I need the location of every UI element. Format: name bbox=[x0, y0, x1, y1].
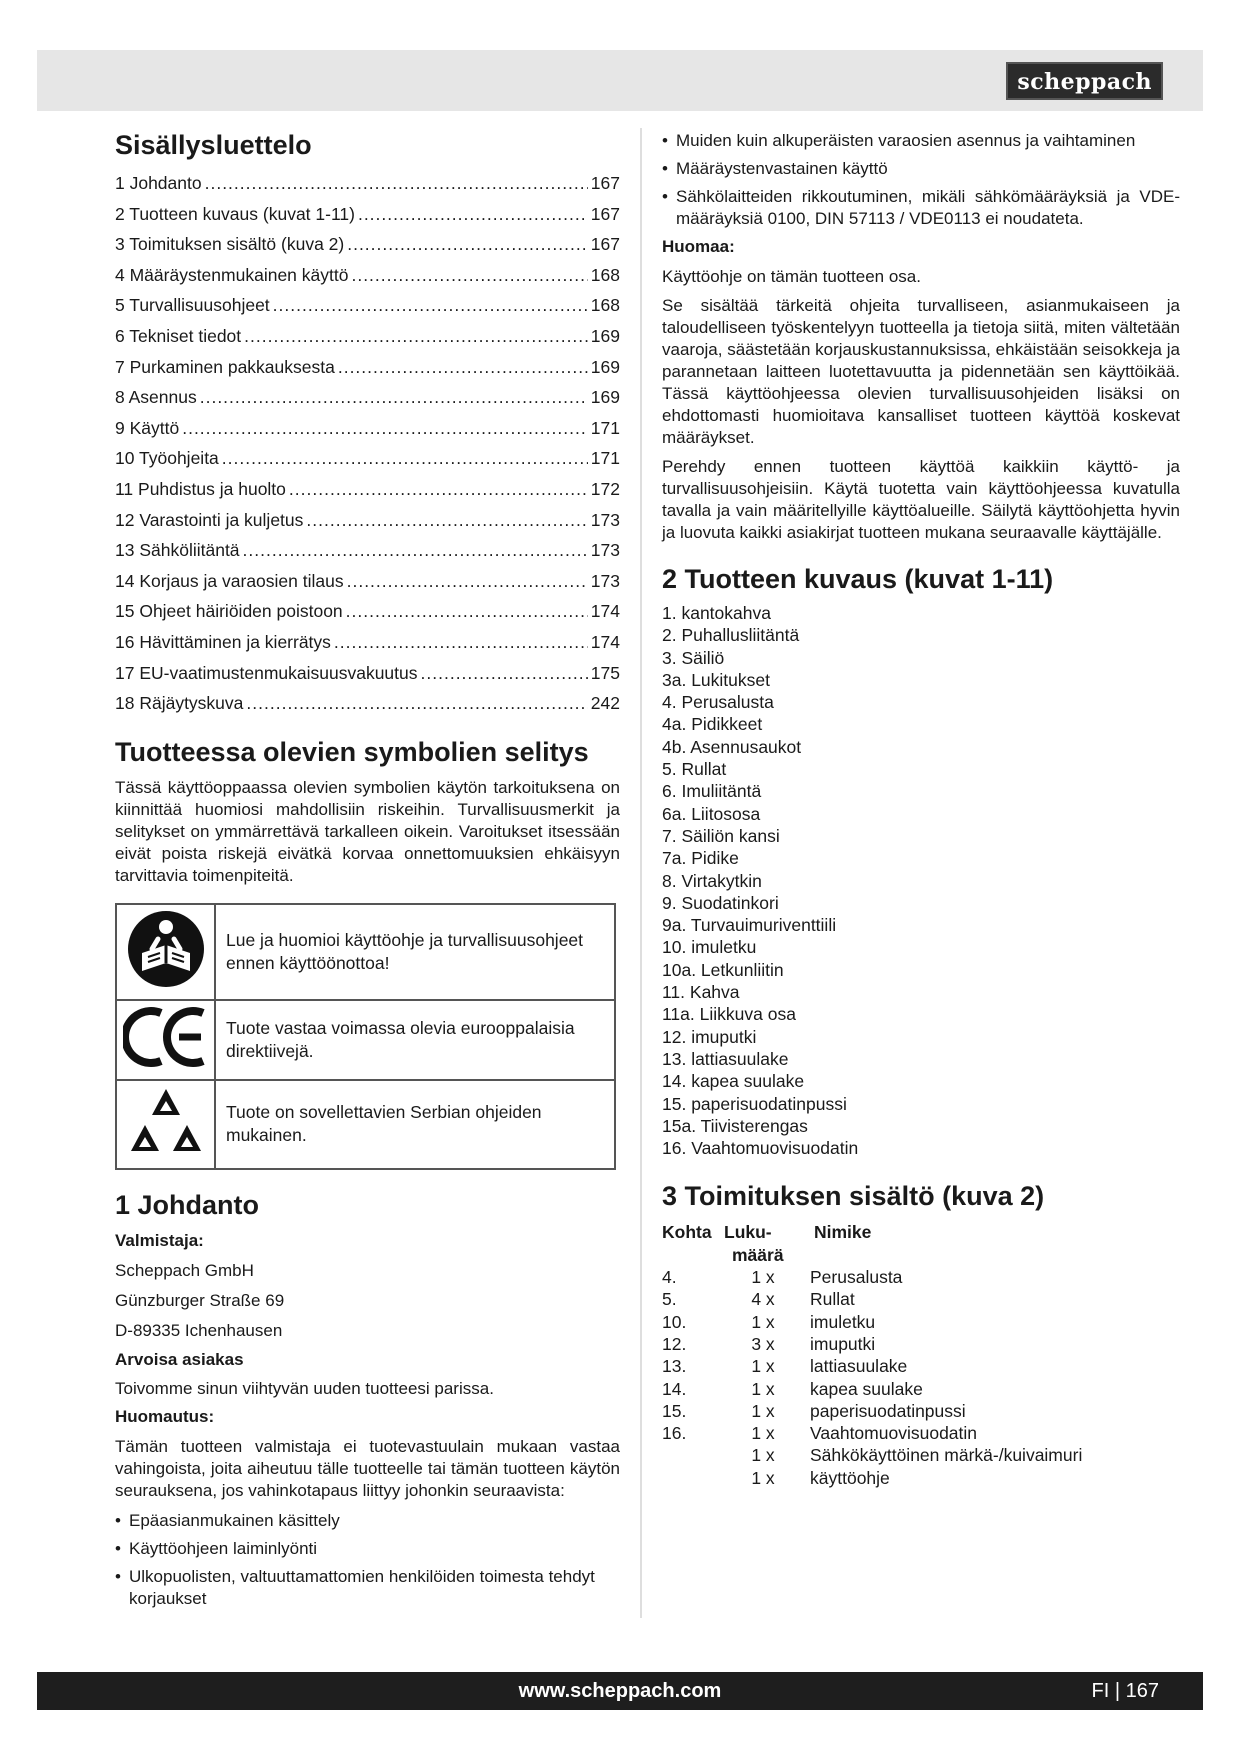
cell-qty: 1 x bbox=[751, 1445, 775, 1466]
toc-item[interactable] bbox=[115, 474, 620, 505]
product-description-title: 2 Tuotteen kuvaus (kuvat 1-11) bbox=[662, 564, 1054, 594]
cell-pos: 5. bbox=[662, 1289, 677, 1310]
footer-bar bbox=[37, 1672, 1203, 1710]
huomaa-label: Huomaa: bbox=[662, 237, 735, 256]
toc-item-page: 169 bbox=[590, 387, 620, 408]
list-item: 16. Vaahtomuovisuodatin bbox=[662, 1138, 859, 1159]
list-item: • Sähkölaitteiden rikkoutuminen, mikäli sähkömääräyksiä ja VDE-määräyksiä 0100, DIN 57113 / VDE0113 ei noudateta. bbox=[662, 187, 1180, 228]
toc-leader-dots bbox=[347, 229, 588, 260]
cell-name: imuputki bbox=[810, 1333, 876, 1354]
toc-item-label: 16 Hävittäminen ja kierrätys bbox=[115, 631, 331, 652]
list-item: 5. Rullat bbox=[662, 759, 727, 780]
toc-item-label: 14 Korjaus ja varaosien tilaus bbox=[115, 570, 344, 591]
cell-pos: 12. bbox=[662, 1333, 687, 1354]
table-row bbox=[662, 1355, 1180, 1377]
toc-leader-dots bbox=[358, 199, 588, 230]
address-line: Günzburger Straße 69 bbox=[115, 1290, 285, 1310]
toc-leader-dots bbox=[346, 596, 588, 627]
cell-qty: 3 x bbox=[751, 1333, 775, 1354]
toc-item-page: 173 bbox=[590, 570, 620, 591]
symbols-intro: Tässä käyttöoppaassa olevien symbolien käytön tarkoituksena on kiinnittää huomiosi mahdollisiin riskeihin. Turvallisuusmerkit ja selitykset on ymmärrettävä tarkalleen oikein. Varoitukset itsessään eivät poista riskejä eivätkä korvaa onnettomuuksien ehkäisyyn tarvittavia toimenpiteitä. bbox=[115, 777, 620, 885]
toc-leader-dots bbox=[222, 443, 588, 474]
right-column bbox=[662, 128, 1180, 1489]
toc-item[interactable] bbox=[115, 535, 620, 566]
list-item: 7a. Pidike bbox=[662, 848, 739, 869]
table-row bbox=[662, 1266, 1180, 1288]
huomaa-text: Perehdy ennen tuotteen käyttöä kaikkiin käyttö- ja turvallisuusohjeisiin. Käytä tuotetta vain käyttöohjeessa kuvatulla tavalla ja vain määritellyille käyttöalueille. Säilytä käyttöohjetta hyvin ja luovuta kaikki asiakirjat tuotteen mukana seuraavalle käyttäjälle. bbox=[662, 457, 1180, 542]
list-item: 4a. Pidikkeet bbox=[662, 714, 763, 735]
table-row bbox=[662, 1333, 1180, 1355]
header-qty bbox=[724, 1221, 802, 1266]
cell-qty: 1 x bbox=[751, 1311, 775, 1332]
list-item: 6. Imuliitäntä bbox=[662, 781, 762, 802]
toc-item-page: 169 bbox=[590, 325, 620, 346]
table-row bbox=[662, 1444, 1180, 1466]
list-item: 11. Kahva bbox=[662, 982, 740, 1003]
list-item: 7. Säiliön kansi bbox=[662, 825, 780, 846]
toc-item-label: 2 Tuotteen kuvaus (kuvat 1-11) bbox=[115, 203, 355, 224]
toc-item-page: 171 bbox=[590, 448, 620, 469]
toc-leader-dots bbox=[421, 658, 588, 689]
cell-pos: 13. bbox=[662, 1356, 687, 1377]
bullet-text: Muiden kuin alkuperäisten varaosien asennus ja vaihtaminen bbox=[676, 131, 1136, 150]
cell-pos: 14. bbox=[662, 1378, 687, 1399]
header-qty-line1: Luku- bbox=[724, 1222, 772, 1243]
toc-item-label: 5 Turvallisuusohjeet bbox=[115, 295, 270, 316]
toc-leader-dots bbox=[244, 321, 588, 352]
toc-item-label: 7 Purkaminen pakkauksesta bbox=[115, 356, 335, 377]
cell-name: paperisuodatinpussi bbox=[810, 1400, 966, 1421]
toc-item[interactable] bbox=[115, 199, 620, 230]
symbol-icon-cell bbox=[116, 1080, 215, 1169]
bullet-text: Määräystenvastainen käyttö bbox=[676, 159, 888, 178]
address-line: D-89335 Ichenhausen bbox=[115, 1320, 283, 1340]
huomaa-text: Se sisältää tärkeitä ohjeita turvalliseen, asianmukaiseen ja taloudelliseen työskentelyyn tuotteella ja tietoja siitä, miten vältetään vaaroja, säästetään korjauskustannuksissa, ehkäistään seisokkeja ja parannetaan laitteen luotettavuutta ja pidennetään sen käyttöikää. Tässä käyttöohjeessa olevien turvallisuusohjeiden lisäksi on ehdottomasti huomioitava kansalliset tuotteen käyttöä koskevat määräykset. bbox=[662, 296, 1180, 447]
cell-name: käyttöohje bbox=[810, 1467, 890, 1488]
cell-name: Sähkökäyttöinen märkä-/kuivaimuri bbox=[810, 1445, 1083, 1466]
list-item: • Muiden kuin alkuperäisten varaosien asennus ja vaihtaminen bbox=[662, 131, 1136, 150]
toc-item-label: 12 Varastointi ja kuljetus bbox=[115, 509, 304, 530]
toc-item-label: 13 Sähköliitäntä bbox=[115, 540, 240, 561]
dear-customer-text: Toivomme sinun viihtyvän uuden tuotteesi parissa. bbox=[115, 1378, 494, 1398]
toc-item-page: 173 bbox=[590, 540, 620, 561]
toc-leader-dots bbox=[205, 168, 588, 199]
toc-item[interactable] bbox=[115, 229, 620, 260]
toc-item-page: 167 bbox=[590, 173, 620, 193]
toc-item-page: 171 bbox=[590, 417, 620, 438]
cell-pos bbox=[662, 1467, 724, 1489]
toc-leader-dots bbox=[289, 474, 588, 505]
toc-item-label: 10 Työohjeita bbox=[115, 448, 219, 469]
toc-item[interactable] bbox=[115, 688, 620, 719]
list-item: • Epäasianmukainen käsittely bbox=[115, 1510, 340, 1530]
cell-qty: 1 x bbox=[751, 1400, 775, 1421]
list-item: 11a. Liikkuva osa bbox=[662, 1004, 796, 1025]
serbian-conformity-icon bbox=[125, 1085, 207, 1157]
delivery-header bbox=[662, 1221, 1180, 1266]
list-item: 3. Säiliö bbox=[662, 647, 725, 668]
toc-item-page: 172 bbox=[590, 478, 620, 499]
toc-item-page: 167 bbox=[590, 234, 620, 255]
cell-qty: 1 x bbox=[751, 1378, 775, 1399]
toc-list bbox=[115, 168, 620, 719]
read-manual-icon bbox=[126, 909, 206, 989]
cell-qty: 4 x bbox=[751, 1289, 775, 1310]
list-item: 10a. Letkunliitin bbox=[662, 959, 784, 980]
list-item: 15. paperisuodatinpussi bbox=[662, 1093, 847, 1114]
toc-item[interactable] bbox=[115, 596, 620, 627]
list-item: 14. kapea suulake bbox=[662, 1071, 805, 1092]
delivery-table bbox=[662, 1221, 1180, 1489]
cell-name: Perusalusta bbox=[810, 1267, 903, 1288]
dear-customer-label: Arvoisa asiakas bbox=[115, 1349, 244, 1369]
list-item: 4. Perusalusta bbox=[662, 692, 774, 713]
table-row bbox=[662, 1422, 1180, 1444]
product-part-list bbox=[662, 602, 1180, 1159]
intro-title: 1 Johdanto bbox=[115, 1189, 260, 1220]
column-divider bbox=[640, 128, 642, 1618]
list-item: • Käyttöohjeen laiminlyönti bbox=[115, 1538, 318, 1558]
table-row bbox=[662, 1400, 1180, 1422]
header-name: Nimike bbox=[814, 1222, 872, 1243]
brand-logo: scheppach bbox=[1006, 62, 1163, 100]
list-item: 4b. Asennusaukot bbox=[662, 736, 802, 757]
toc-leader-dots bbox=[243, 535, 588, 566]
toc-item-label: 11 Puhdistus ja huolto bbox=[115, 478, 286, 499]
manufacturer-label: Valmistaja: bbox=[115, 1230, 204, 1250]
note-label: Huomautus: bbox=[115, 1406, 215, 1426]
delivery-title: 3 Toimituksen sisältö (kuva 2) bbox=[662, 1181, 1045, 1212]
delivery-rows bbox=[662, 1266, 1180, 1489]
toc-item-label: 8 Asennus bbox=[115, 387, 197, 408]
toc-item-label: 3 Toimituksen sisältö (kuva 2) bbox=[115, 234, 345, 255]
cell-qty: 1 x bbox=[751, 1423, 775, 1444]
symbols-table bbox=[115, 903, 616, 1170]
list-item: • Ulkopuolisten, valtuuttamattomien henkilöiden toimesta tehdyt korjaukset bbox=[115, 1566, 620, 1610]
symbol-text: Tuote on sovellettavien Serbian ohjeiden mukainen. bbox=[215, 1080, 615, 1169]
toc-leader-dots bbox=[334, 627, 588, 658]
address-line: Scheppach GmbH bbox=[115, 1260, 254, 1280]
list-item: 10. imuletku bbox=[662, 937, 757, 958]
list-item: • Määräystenvastainen käyttö bbox=[662, 159, 888, 178]
toc-item[interactable] bbox=[115, 168, 620, 199]
toc-leader-dots bbox=[246, 688, 587, 719]
bullet-text: Epäasianmukainen käsittely bbox=[129, 1510, 340, 1530]
toc-item[interactable] bbox=[115, 290, 620, 321]
toc-item[interactable] bbox=[115, 352, 620, 383]
toc-item-label: 15 Ohjeet häiriöiden poistoon bbox=[115, 601, 343, 622]
cell-name: kapea suulake bbox=[810, 1378, 923, 1399]
list-item: 9a. Turvauimuriventtiili bbox=[662, 915, 837, 936]
cell-pos: 4. bbox=[662, 1267, 677, 1288]
toc-leader-dots bbox=[200, 382, 588, 413]
toc-item[interactable] bbox=[115, 413, 620, 444]
list-item: 8. Virtakytkin bbox=[662, 870, 762, 891]
toc-item-label: 18 Räjäytyskuva bbox=[115, 693, 244, 714]
list-item: 3a. Lukitukset bbox=[662, 669, 770, 690]
list-item: 2. Puhallusliitäntä bbox=[662, 625, 800, 646]
toc-leader-dots bbox=[306, 505, 587, 536]
left-column bbox=[115, 128, 620, 1610]
toc-item-page: 168 bbox=[590, 264, 620, 285]
toc-title: Sisällysluettelo bbox=[115, 130, 312, 160]
list-item: 12. imuputki bbox=[662, 1026, 757, 1047]
toc-leader-dots bbox=[347, 566, 588, 597]
toc-item-label: 6 Tekniset tiedot bbox=[115, 325, 242, 346]
toc-item-label: 17 EU-vaatimustenmukaisuusvakuutus bbox=[115, 662, 418, 683]
toc-item[interactable] bbox=[115, 566, 620, 597]
toc-item[interactable] bbox=[115, 627, 620, 658]
toc-item-label: 9 Käyttö bbox=[115, 417, 180, 438]
cell-name: lattiasuulake bbox=[810, 1356, 908, 1377]
table-row bbox=[662, 1311, 1180, 1333]
cell-name: Rullat bbox=[810, 1289, 855, 1310]
header-bar bbox=[37, 50, 1203, 111]
note-text: Tämän tuotteen valmistaja ei tuotevastuulain mukaan vastaa vahingoista, joita aiheutuu tälle tuotteelle tai tämän tuotteen käytön seurauksena, jos vahinkotapaus liittyy johonkin seuraavista: bbox=[115, 1436, 620, 1500]
toc-leader-dots bbox=[351, 260, 587, 291]
list-item: 9. Suodatinkori bbox=[662, 892, 779, 913]
toc-item[interactable] bbox=[115, 321, 620, 352]
header-pos: Kohta bbox=[662, 1222, 712, 1243]
symbols-title: Tuotteessa olevien symbolien selitys bbox=[115, 736, 589, 767]
toc-item[interactable] bbox=[115, 505, 620, 536]
toc-item-page: 167 bbox=[590, 203, 620, 224]
cell-qty: 1 x bbox=[751, 1356, 775, 1377]
toc-item-page: 168 bbox=[590, 295, 620, 316]
symbol-icon-cell bbox=[116, 904, 215, 1000]
toc-leader-dots bbox=[182, 413, 588, 444]
toc-item-page: 242 bbox=[590, 693, 620, 714]
cell-pos: 16. bbox=[662, 1423, 687, 1444]
toc-item-page: 174 bbox=[590, 601, 620, 622]
cell-pos: 15. bbox=[662, 1400, 687, 1421]
toc-item-label: 4 Määräystenmukainen käyttö bbox=[115, 264, 349, 285]
cell-pos: 10. bbox=[662, 1311, 687, 1332]
toc-item-label: 1 Johdanto bbox=[115, 173, 202, 193]
table-row bbox=[662, 1467, 1180, 1489]
cell-pos bbox=[662, 1444, 724, 1466]
symbol-row bbox=[116, 1080, 615, 1169]
toc-leader-dots bbox=[273, 290, 588, 321]
list-item: 1. kantokahva bbox=[662, 603, 771, 623]
toc-item[interactable] bbox=[115, 658, 620, 689]
list-item: 13. lattiasuulake bbox=[662, 1048, 789, 1069]
table-row bbox=[662, 1378, 1180, 1400]
symbol-row bbox=[116, 904, 615, 1000]
header-qty-line2: määrä bbox=[732, 1244, 784, 1265]
list-item: 15a. Tiivisterengas bbox=[662, 1115, 808, 1136]
huomaa-text: Käyttöohje on tämän tuotteen osa. bbox=[662, 267, 921, 286]
cell-qty: 1 x bbox=[751, 1467, 775, 1488]
toc-item[interactable] bbox=[115, 382, 620, 413]
symbol-text: Lue ja huomioi käyttöohje ja turvallisuusohjeet ennen käyttöönottoa! bbox=[215, 904, 615, 1000]
table-row bbox=[662, 1288, 1180, 1310]
symbol-text: Tuote vastaa voimassa olevia eurooppalaisia direktiivejä. bbox=[215, 1000, 615, 1080]
toc-item-page: 175 bbox=[590, 662, 620, 683]
page-number: FI | 167 bbox=[1091, 1680, 1159, 1702]
footer-url[interactable]: www.scheppach.com bbox=[518, 1680, 722, 1702]
toc-item-page: 169 bbox=[590, 356, 620, 377]
toc-item[interactable] bbox=[115, 443, 620, 474]
cell-name: Vaahtomuovisuodatin bbox=[810, 1423, 978, 1444]
cell-name: imuletku bbox=[810, 1311, 876, 1332]
toc-leader-dots bbox=[338, 352, 588, 383]
cell-qty: 1 x bbox=[751, 1267, 775, 1288]
ce-mark-icon bbox=[123, 1005, 209, 1069]
list-item: 6a. Liitososa bbox=[662, 803, 761, 824]
bullet-text: Käyttöohjeen laiminlyönti bbox=[129, 1538, 318, 1558]
symbol-icon-cell bbox=[116, 1000, 215, 1080]
bullet-text: Ulkopuolisten, valtuuttamattomien henkilöiden toimesta tehdyt korjaukset bbox=[129, 1566, 595, 1608]
symbol-row bbox=[116, 1000, 615, 1080]
toc-item-page: 174 bbox=[590, 631, 620, 652]
toc-item[interactable] bbox=[115, 260, 620, 291]
bullet-text: Sähkölaitteiden rikkoutuminen, mikäli sähkömääräyksiä ja VDE-määräyksiä 0100, DIN 57113 / VDE0113 ei noudateta. bbox=[676, 187, 1180, 228]
toc-item-page: 173 bbox=[590, 509, 620, 530]
